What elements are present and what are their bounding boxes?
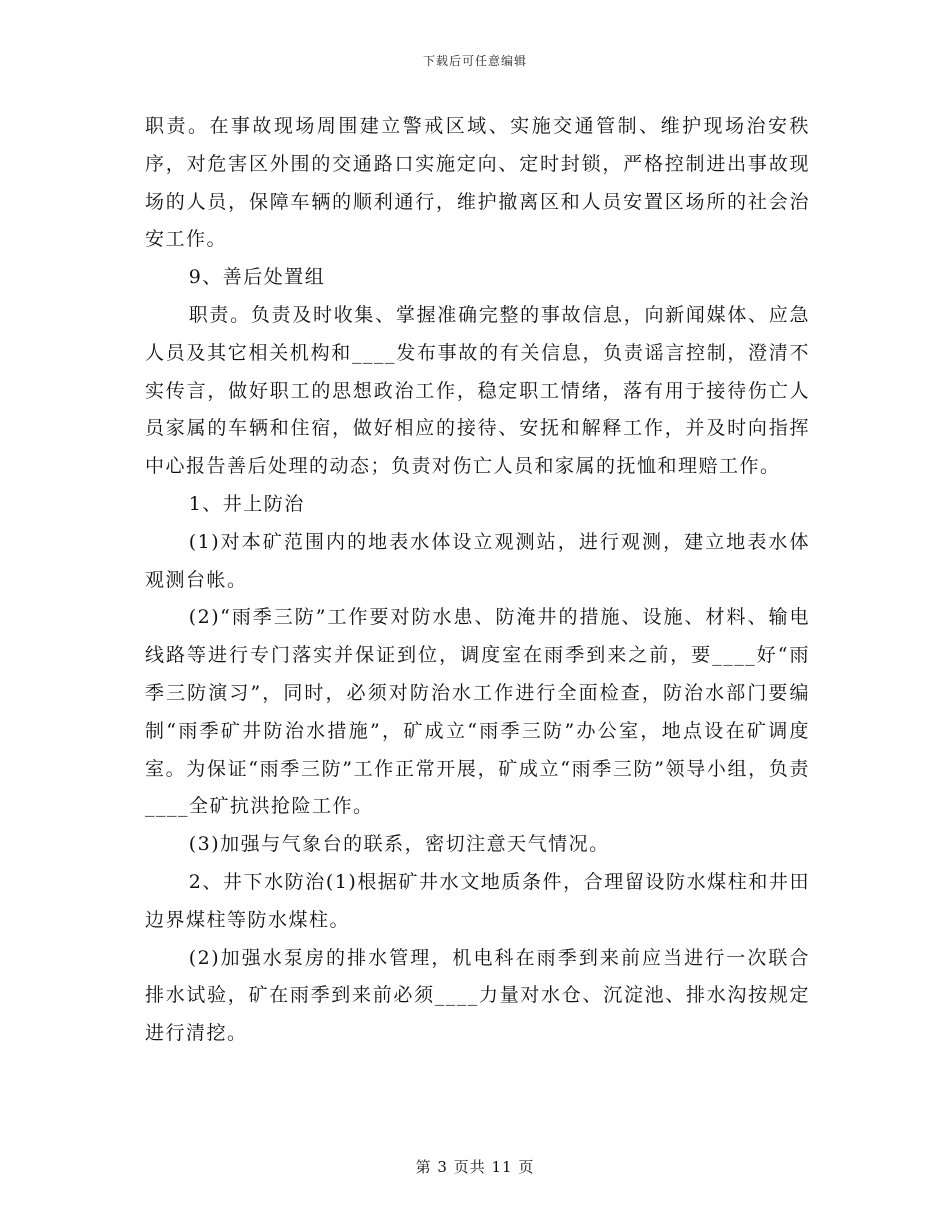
paragraph-police-duties: 职责。在事故现场周围建立警戒区域、实施交通管制、维护现场治安秩序，对危害区外围的交通路口实施定向、定时封锁，严格控制进出事故现场的人员，保障车辆的顺利通行，维护撤离区和人员安置区场所的社会治安工作。 (145, 115, 810, 251)
paragraph-aftermath-duties: 职责。负责及时收集、掌握准确完整的事故信息，向新闻媒体、应急人员及其它相关机构和____发布事故的有关信息，负责谣言控制，澄清不实传言，做好职工的思想政治工作，稳定职工情绪，落有用于接待伤亡人员家属的车辆和住宿，做好相应的接待、安抚和解释工作，并及时向指挥中心报告善后处理的动态；负责对伤亡人员和家属的抚恤和理赔工作。 (145, 303, 810, 478)
paragraph-underground-item-1: 2、井下水防治(1)根据矿井水文地质条件，合理留设防水煤柱和井田边界煤柱等防水煤柱。 (145, 870, 810, 931)
paragraph-surface-item-1: (1)对本矿范围内的地表水体设立观测站，进行观测，建立地表水体观测台帐。 (145, 530, 810, 591)
body-content (145, 108, 810, 1053)
paragraph-underground-item-2: (2)加强水泵房的排水管理，机电科在雨季到来前应当进行一次联合排水试验，矿在雨季到来前必须____力量对水仓、沉淀池、排水沟按规定进行清挖。 (145, 946, 810, 1045)
paragraph-surface-item-2: (2)“雨季三防”工作要对防水患、防淹井的措施、设施、材料、输电线路等进行专门落实并保证到位，调度室在雨季到来之前，要____好“雨季三防演习”，同时，必须对防治水工作进行全面检查，防治水部门要编制“雨季矿井防治水措施”，矿成立“雨季三防”办公室，地点设在矿调度室。为保证“雨季三防”工作正常开展，矿成立“雨季三防”领导小组，负责____全矿抗洪抢险工作。 (145, 606, 810, 818)
page-header: 下载后可任意编辑 (422, 54, 527, 68)
heading-aftermath-group: 9、善后处置组 (188, 266, 326, 289)
heading-surface-prevention: 1、井上防治 (188, 492, 305, 515)
paragraph-surface-item-3: (3)加强与气象台的联系，密切注意天气情况。 (188, 833, 610, 856)
page-footer: 第 3 页共 11 页 (415, 1158, 535, 1176)
